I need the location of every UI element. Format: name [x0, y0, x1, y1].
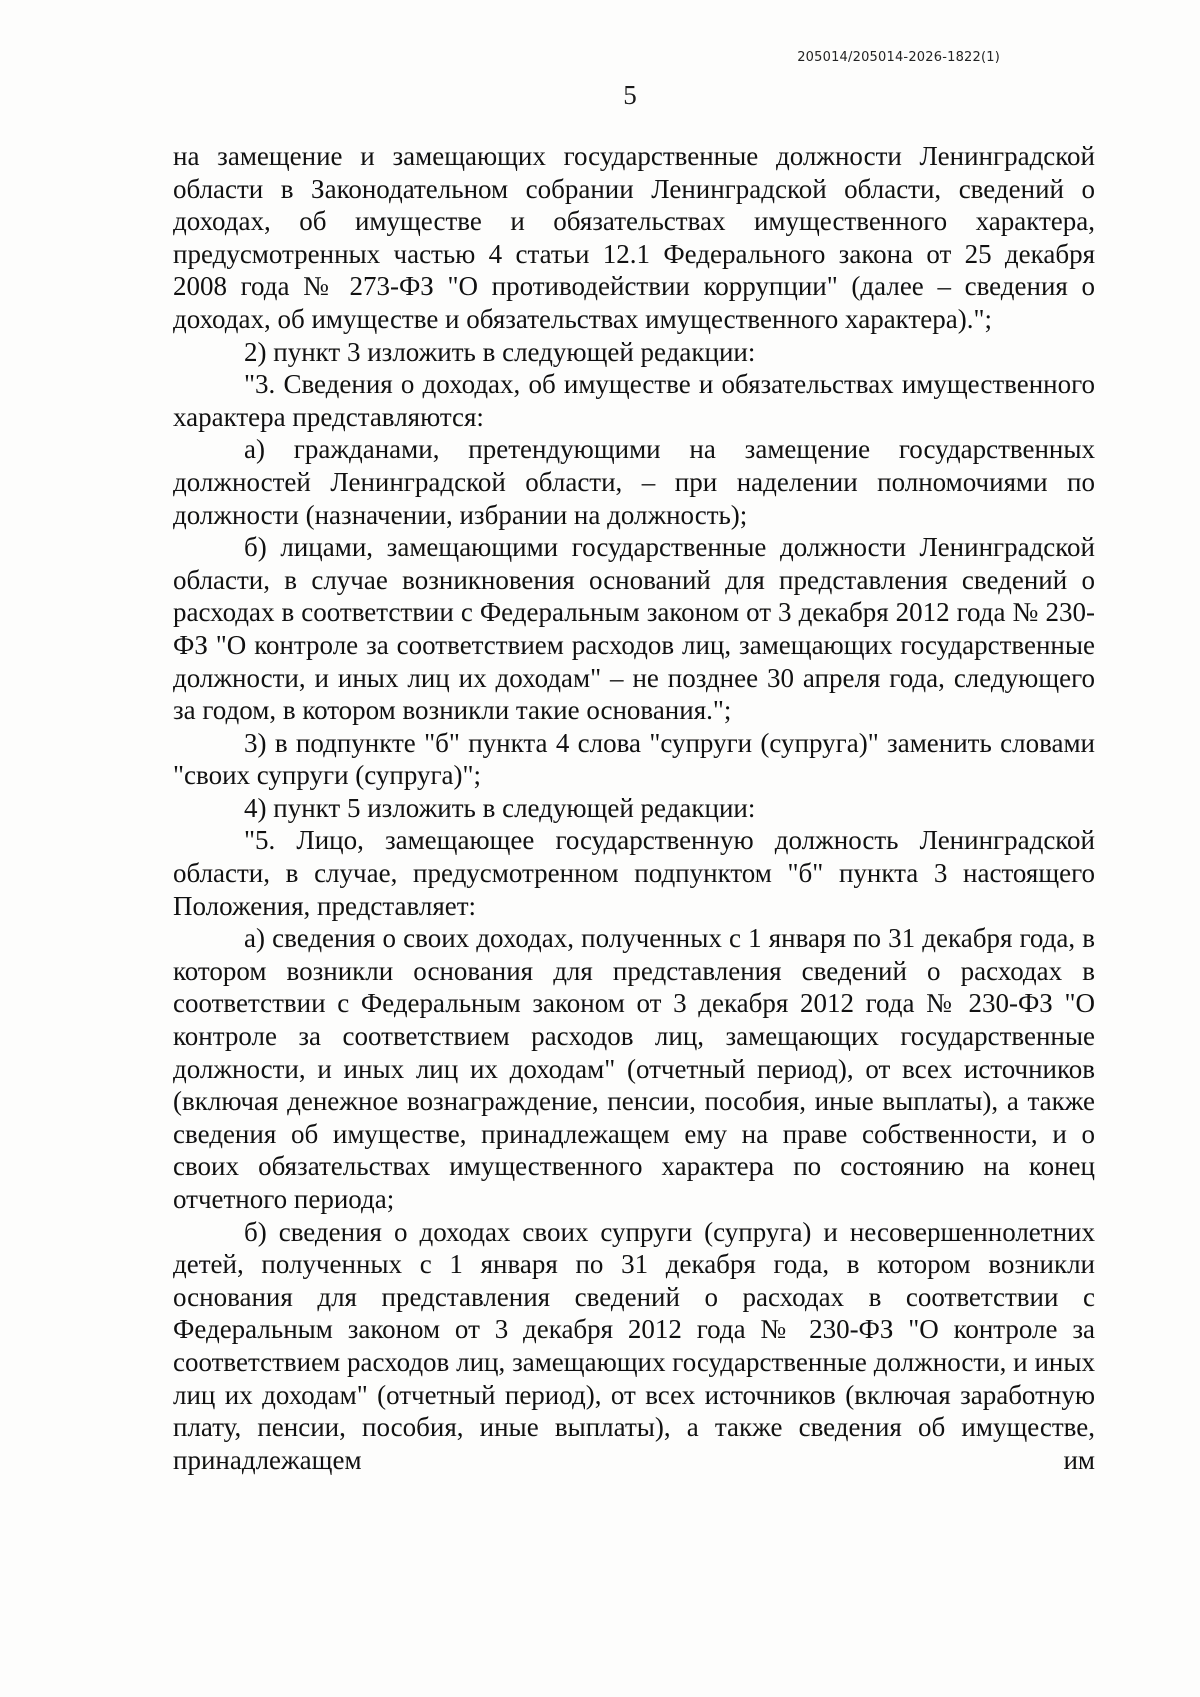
paragraph-clause-3: "3. Сведения о доходах, об имуществе и обязательствах имущественного характера представляются:	[173, 369, 1095, 432]
document-body	[173, 140, 1095, 1476]
paragraph-subclause-a: а) гражданами, претендующими на замещение государственных должностей Ленинградской области, – при наделении полномочиями по должности (назначении, избрании на должность);	[173, 434, 1095, 530]
paragraph-item-3: 3) в подпункте "б" пункта 4 слова "супруги (супруга)" заменить словами "своих супруги (супруга)";	[173, 727, 1095, 791]
paragraph-clause-5: "5. Лицо, замещающее государственную должность Ленинградской области, в случае, предусмотренном подпунктом "б" пункта 3 настоящего Положения, представляет:	[173, 825, 1095, 921]
paragraph-clause-5-a: а) сведения о своих доходах, полученных с 1 января по 31 декабря года, в котором возникли основания для представления сведений о расходах в соответствии с Федеральным законом от 3 декабря 2012 года № 230-ФЗ "О контроле за соответствием расходов лиц, замещающих государственные должности, и иных лиц их доходам" (отчетный период), от всех источников (включая денежное вознаграждение, пенсии, пособия, иные выплаты), а также сведения об имуществе, принадлежащем ему на праве собственности, и о своих обязательствах имущественного характера по состоянию на конец отчетного периода;	[173, 923, 1095, 1214]
paragraph-continuation: на замещение и замещающих государственные должности Ленинградской области в Законодательном собрании Ленинградской области, сведений о доходах, об имуществе и обязательствах имущественного характера, предусмотренных частью 4 статьи 12.1 Федерального закона от 25 декабря 2008 года № 273-ФЗ "О противодействии коррупции" (далее – сведения о доходах, об имуществе и обязательствах имущественного характера).";	[173, 141, 1095, 334]
paragraph-item-2: 2) пункт 3 изложить в следующей редакции:	[244, 336, 756, 367]
document-id: 205014/205014-2026-1822(1)	[797, 50, 1000, 65]
paragraph-subclause-b: б) лицами, замещающими государственные должности Ленинградской области, в случае возникновения оснований для представления сведений о расходах в соответствии с Федеральным законом от 3 декабря 2012 года № 230-ФЗ "О контроле за соответствием расходов лиц, замещающих государственные должности, и иных лиц их доходам" – не позднее 30 апреля года, следующего за годом, в котором возникли такие основания.";	[173, 532, 1095, 726]
paragraph-item-4: 4) пункт 5 изложить в следующей редакции:	[244, 792, 756, 823]
paragraph-clause-5-b: б) сведения о доходах своих супруги (супруга) и несовершеннолетних детей, полученных с 1 января по 31 декабря года, в котором возникли основания для представления сведений о расходах в соответствии с Федеральным законом от 3 декабря 2012 года № 230-ФЗ "О контроле за соответствием расходов лиц, замещающих государственные должности, и иных лиц их доходам" (отчетный период), от всех источников (включая заработную плату, пенсии, пособия, иные выплаты), а также сведения об имуществе, принадлежащем им	[173, 1216, 1095, 1475]
page-number: 5	[623, 80, 637, 110]
